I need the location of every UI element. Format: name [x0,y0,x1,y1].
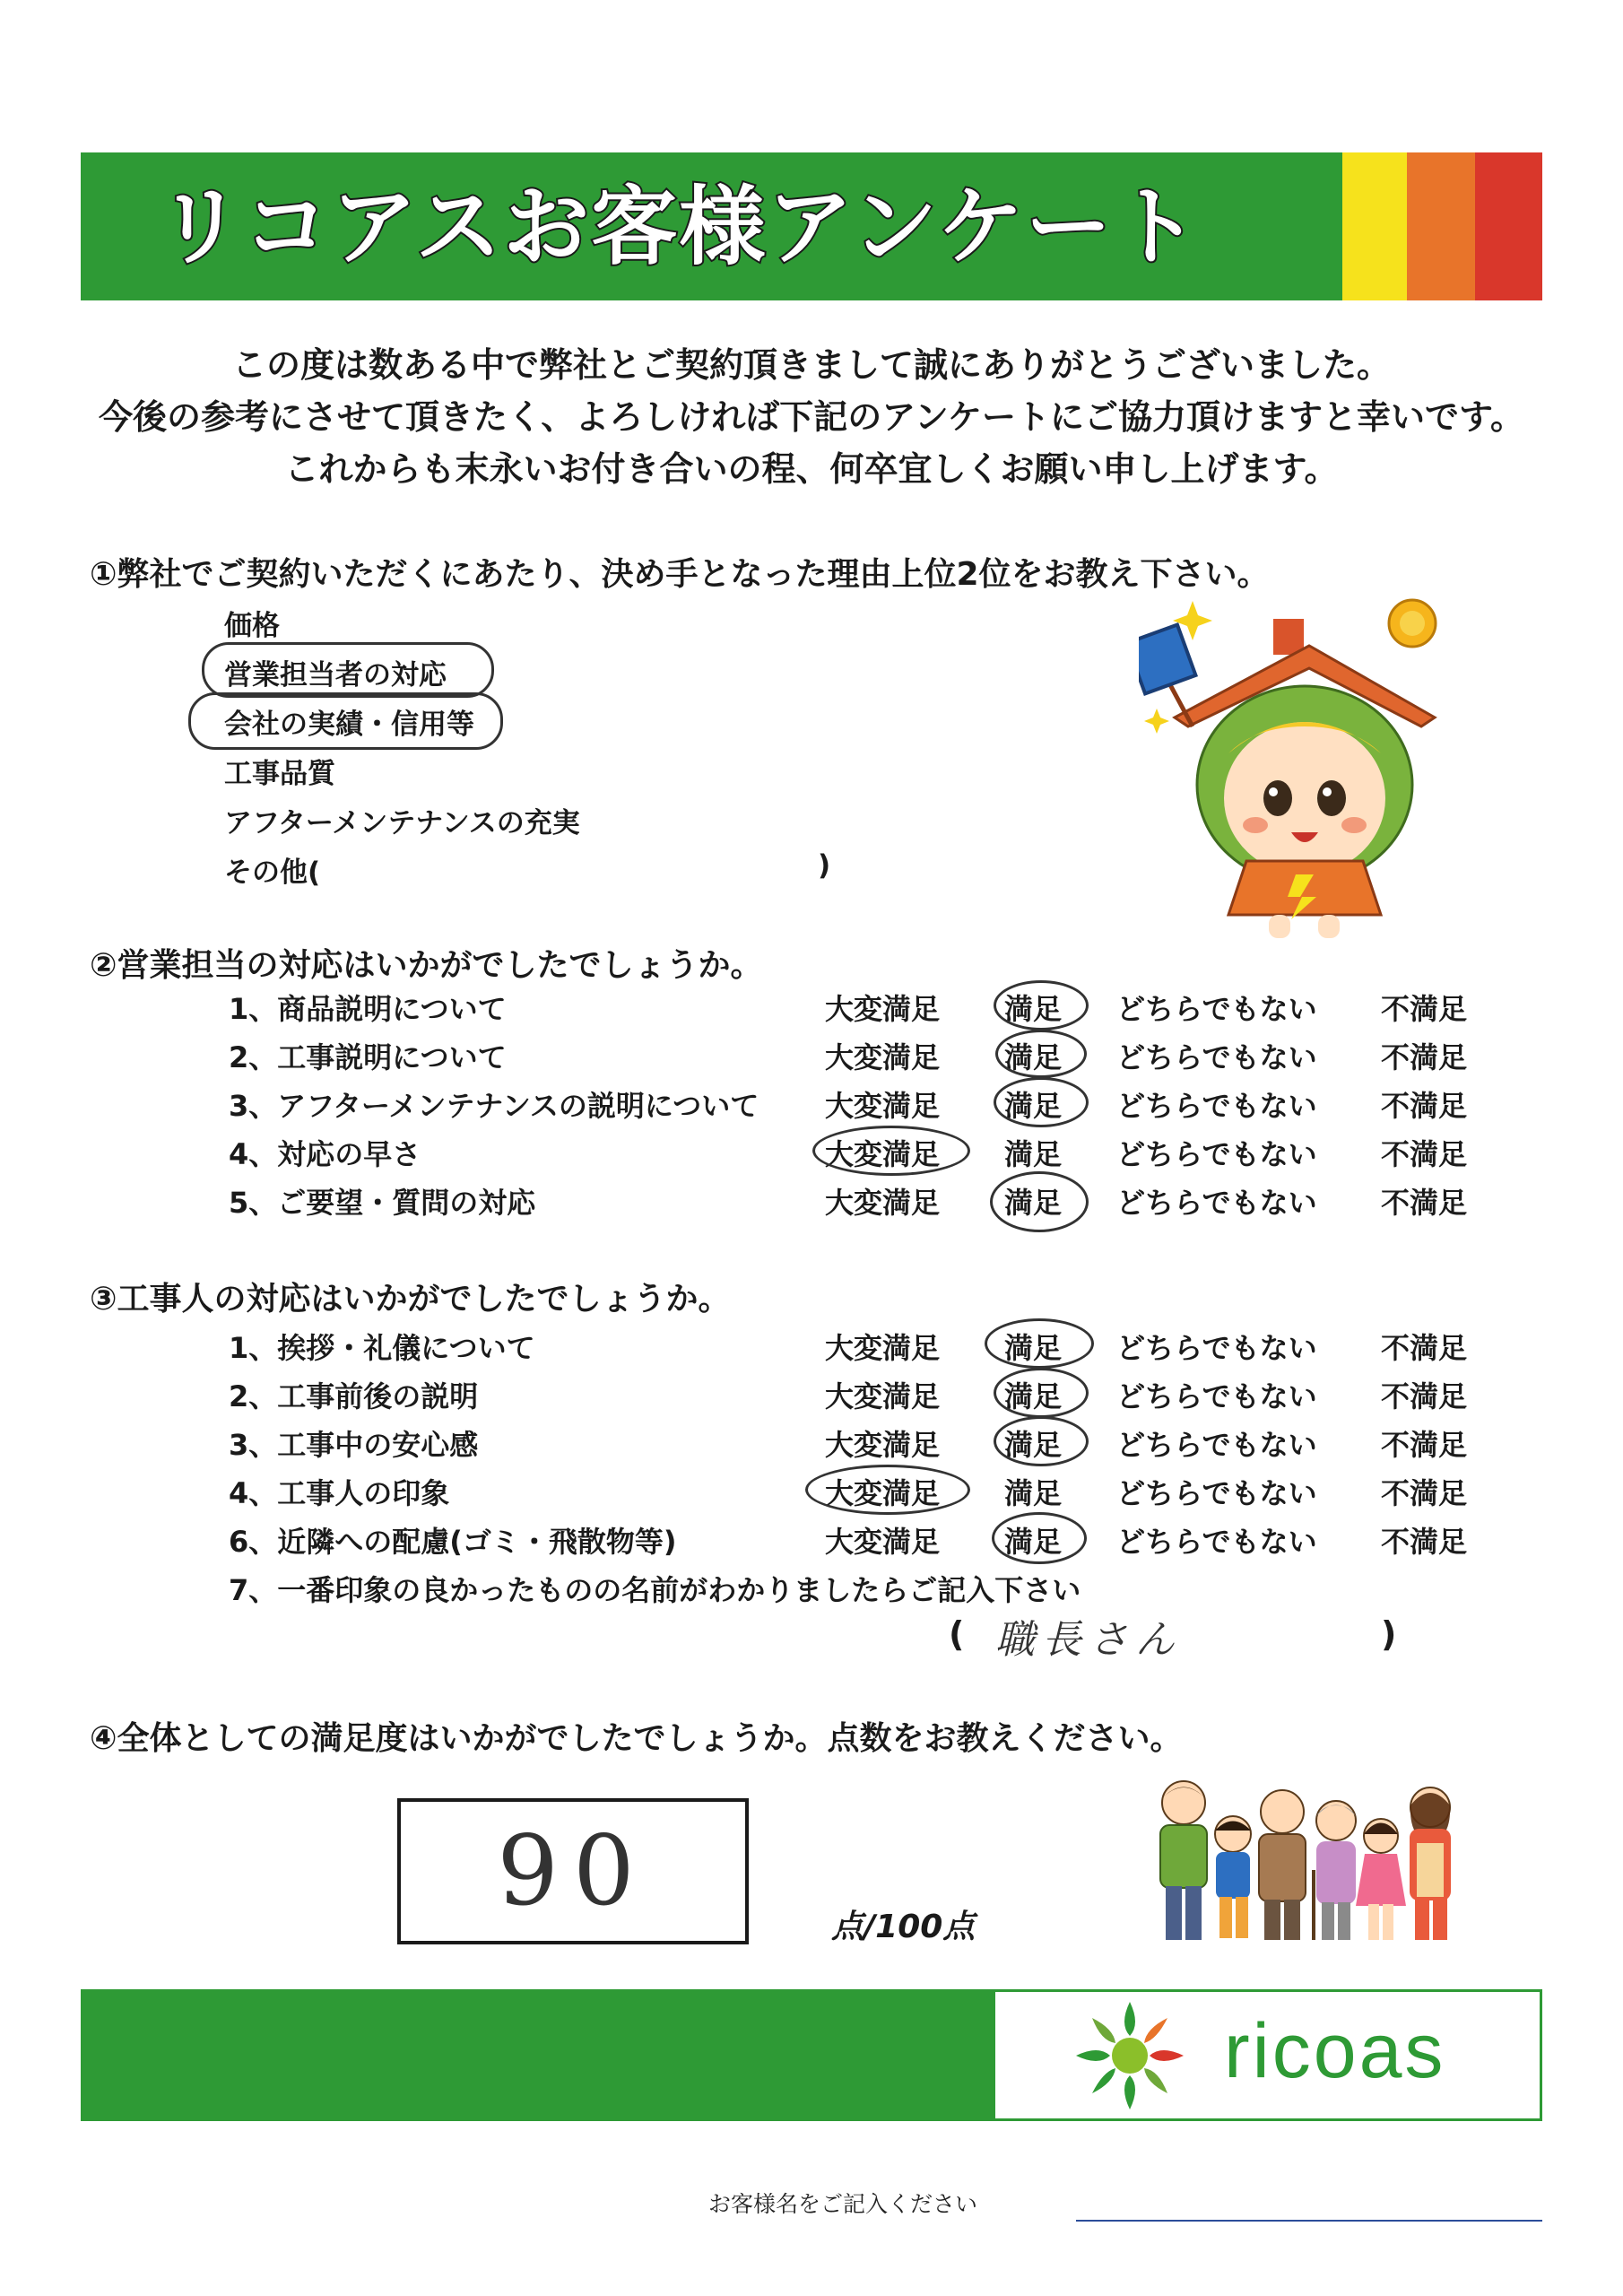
q1-option-sales-rep[interactable]: 営業担当者の対応 [224,659,447,691]
q2-4-answer-circle [812,1126,970,1176]
q2-3-satisfied[interactable]: 満足 [1004,1089,1063,1123]
q3-3-satisfied[interactable]: 満足 [1004,1428,1063,1462]
q2-1-dissatisfied[interactable]: 不満足 [1381,992,1468,1026]
q1-circle-sales-rep [202,642,494,698]
q1-option-aftercare[interactable]: アフターメンテナンスの充実 [224,807,580,839]
q2-1-satisfied[interactable]: 満足 [1004,992,1063,1026]
q3-1-dissatisfied[interactable]: 不満足 [1381,1331,1468,1365]
q1-heading: ①弊社でご契約いただくにあたり、決め手となった理由上位2位をお教え下さい。 [90,556,1270,593]
q2-item-aftercare-explanation: 3、アフターメンテナンスの説明について [229,1089,759,1123]
q3-name-open-paren: ( [949,1614,965,1654]
q2-2-very-satisfied[interactable]: 大変満足 [825,1040,941,1074]
family-illustration [1148,1771,1471,1951]
q3-heading: ③工事人の対応はいかがでしたでしょうか。 [90,1281,731,1318]
q3-1-very-satisfied[interactable]: 大変満足 [825,1331,941,1365]
q2-3-very-satisfied[interactable]: 大変満足 [825,1089,941,1123]
q2-5-very-satisfied[interactable]: 大変満足 [825,1186,941,1220]
survey-title: リコアスお客様アンケート [157,177,1202,277]
q2-3-answer-circle [994,1077,1089,1127]
q2-5-satisfied[interactable]: 満足 [1004,1186,1063,1220]
q3-6-neutral[interactable]: どちらでもない [1116,1525,1317,1559]
q2-item-response-speed: 4、対応の早さ [229,1137,421,1171]
intro-line-1: この度は数ある中で弊社とご契約頂きまして誠にありがとうございました。 [231,345,1391,385]
score-suffix: 点/100点 [831,1909,976,1945]
q2-4-neutral[interactable]: どちらでもない [1116,1137,1317,1171]
q2-3-dissatisfied[interactable]: 不満足 [1381,1089,1468,1123]
q1-option-other-close: ) [818,849,831,882]
q3-4-very-satisfied[interactable]: 大変満足 [825,1476,941,1510]
q1-option-price[interactable]: 価格 [224,610,280,642]
q3-6-dissatisfied[interactable]: 不満足 [1381,1525,1468,1559]
q3-6-very-satisfied[interactable]: 大変満足 [825,1525,941,1559]
header-stripe-yellow [1342,152,1407,300]
q3-3-dissatisfied[interactable]: 不満足 [1381,1428,1468,1462]
q3-item-worker-impression: 4、工事人の印象 [229,1476,450,1510]
q3-2-answer-circle [994,1368,1089,1418]
q3-name-answer[interactable]: 職長さん [995,1617,1182,1663]
q2-2-dissatisfied[interactable]: 不満足 [1381,1040,1468,1074]
q3-1-satisfied[interactable]: 満足 [1004,1331,1063,1365]
q1-option-company-record[interactable]: 会社の実績・信用等 [224,709,474,741]
q2-2-answer-circle [995,1030,1087,1078]
customer-name-label: お客様名をご記入ください [708,2191,978,2217]
q2-4-satisfied[interactable]: 満足 [1004,1137,1063,1171]
q3-3-neutral[interactable]: どちらでもない [1116,1428,1317,1462]
footer-green-panel [81,1989,995,2121]
q2-3-neutral[interactable]: どちらでもない [1116,1089,1317,1123]
q1-option-quality[interactable]: 工事品質 [224,758,335,790]
q3-6-answer-circle [992,1512,1087,1564]
q3-item-greeting: 1、挨拶・礼儀について [229,1331,535,1365]
mascot-illustration [1139,583,1480,942]
q3-3-answer-circle [994,1416,1089,1466]
q2-4-dissatisfied[interactable]: 不満足 [1381,1137,1468,1171]
q2-4-very-satisfied[interactable]: 大変満足 [825,1137,941,1171]
q2-1-answer-circle [994,980,1089,1031]
q2-item-construction-explanation: 2、工事説明について [229,1040,507,1074]
q1-option-other[interactable]: その他( [224,857,321,889]
q3-item-neighbor-consideration: 6、近隣への配慮(ゴミ・飛散物等) [229,1525,677,1559]
q2-1-very-satisfied[interactable]: 大変満足 [825,992,941,1026]
q3-4-satisfied[interactable]: 満足 [1004,1476,1063,1510]
q3-2-satisfied[interactable]: 満足 [1004,1379,1063,1413]
intro-line-3: これからも末永いお付き合いの程、何卒宜しくお願い申し上げます。 [284,449,1339,489]
q2-item-product-explanation: 1、商品説明について [229,992,507,1026]
q2-2-satisfied[interactable]: 満足 [1004,1040,1063,1074]
q3-4-neutral[interactable]: どちらでもない [1116,1476,1317,1510]
q2-item-request-handling: 5、ご要望・質問の対応 [229,1186,536,1220]
q3-item-sense-of-security: 3、工事中の安心感 [229,1428,479,1462]
q3-4-dissatisfied[interactable]: 不満足 [1381,1476,1468,1510]
q3-2-very-satisfied[interactable]: 大変満足 [825,1379,941,1413]
q4-heading: ④全体としての満足度はいかがでしたでしょうか。点数をお教えください。 [90,1720,1183,1757]
score-value: 90 [497,1815,649,1927]
q2-heading: ②営業担当の対応はいかがでしたでしょうか。 [90,947,763,984]
q3-6-satisfied[interactable]: 満足 [1004,1525,1063,1559]
q3-2-neutral[interactable]: どちらでもない [1116,1379,1317,1413]
q2-5-neutral[interactable]: どちらでもない [1116,1186,1317,1220]
q2-2-neutral[interactable]: どちらでもない [1116,1040,1317,1074]
q3-2-dissatisfied[interactable]: 不満足 [1381,1379,1468,1413]
q2-5-dissatisfied[interactable]: 不満足 [1381,1186,1468,1220]
intro-line-2: 今後の参考にさせて頂きたく、よろしければ下記のアンケートにご協力頂けますと幸いです。 [99,397,1524,437]
header-stripe-orange [1407,152,1475,300]
q3-4-answer-circle [805,1465,970,1515]
q1-circle-company-record [188,692,503,750]
q3-1-neutral[interactable]: どちらでもない [1116,1331,1317,1365]
customer-name-field[interactable] [1076,2220,1542,2222]
q3-name-close-paren: ) [1381,1614,1397,1654]
q2-5-answer-circle [990,1171,1089,1232]
q3-1-answer-circle [985,1318,1094,1369]
q2-1-neutral[interactable]: どちらでもない [1116,992,1317,1026]
q3-name-prompt: 7、一番印象の良かったものの名前がわかりましたらご記入下さい [229,1573,1081,1607]
q3-item-before-after-explanation: 2、工事前後の説明 [229,1379,479,1413]
intro-text [0,339,1623,495]
q3-3-very-satisfied[interactable]: 大変満足 [825,1428,941,1462]
ricoas-logo-icon [1049,1993,1211,2118]
ricoas-logo-text: ricoas [1224,2008,1446,2094]
header-stripe-red [1475,152,1542,300]
